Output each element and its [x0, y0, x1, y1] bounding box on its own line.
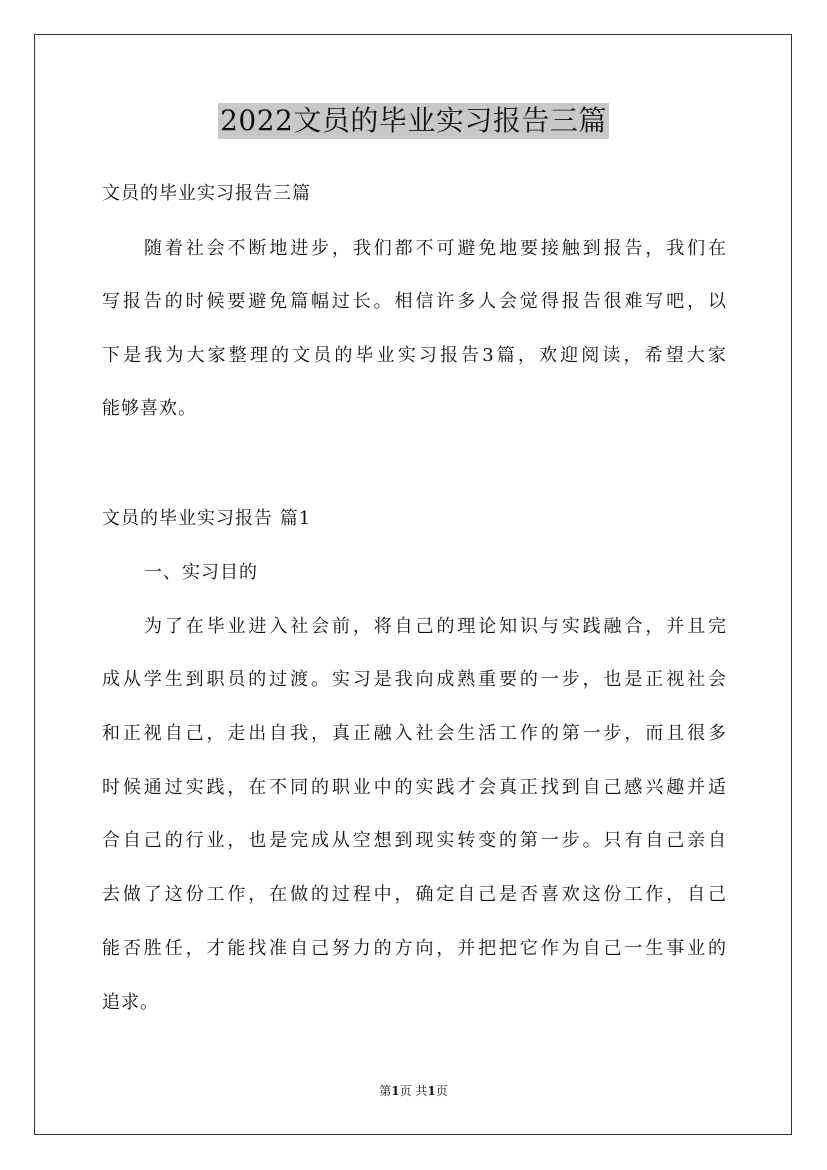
title-container — [0, 103, 827, 139]
page-footer — [0, 1083, 827, 1099]
body-line-6: 去做了这份工作，在做的过程中，确定自己是否喜欢这份工作，自己 — [102, 884, 726, 905]
intro-line-2: 写报告的时候要避免篇幅过长。相信许多人会觉得报告很难写吧，以 — [102, 291, 726, 312]
body-line-5: 合自己的行业，也是完成从空想到现实转变的第一步。只有自己亲自 — [102, 830, 726, 851]
body-line-7: 能否胜任，才能找准自己努力的方向，并把把它作为自己一生事业的 — [102, 938, 726, 959]
footer-page-current: 1 — [391, 1084, 400, 1098]
footer-mid: 页 共 — [399, 1084, 428, 1098]
footer-suffix: 页 — [435, 1084, 448, 1098]
body-line-1: 为了在毕业进入社会前，将自己的理论知识与实践融合，并且完 — [144, 616, 726, 637]
intro-line-3: 下是我为大家整理的文员的毕业实习报告3篇，欢迎阅读，希望大家 — [102, 345, 726, 366]
footer-page-total: 1 — [427, 1084, 436, 1098]
sub-heading: 一、实习目的 — [144, 562, 258, 583]
document-title: 2022文员的毕业实习报告三篇 — [220, 104, 607, 137]
body-line-8: 追求。 — [102, 992, 159, 1013]
intro-line-1: 随着社会不断地进步，我们都不可避免地要接触到报告，我们在 — [144, 238, 726, 259]
body-line-3: 和正视自己，走出自我，真正融入社会生活工作的第一步，而且很多 — [102, 723, 726, 744]
intro-line-4: 能够喜欢。 — [102, 398, 197, 419]
body-line-2: 成从学生到职员的过渡。实习是我向成熟重要的一步，也是正视社会 — [102, 669, 726, 690]
document-subtitle: 文员的毕业实习报告三篇 — [102, 183, 311, 204]
footer-prefix: 第 — [379, 1084, 392, 1098]
section-heading: 文员的毕业实习报告 篇1 — [102, 508, 312, 529]
body-line-4: 时候通过实践，在不同的职业中的实践才会真正找到自己感兴趣并适 — [102, 777, 726, 798]
